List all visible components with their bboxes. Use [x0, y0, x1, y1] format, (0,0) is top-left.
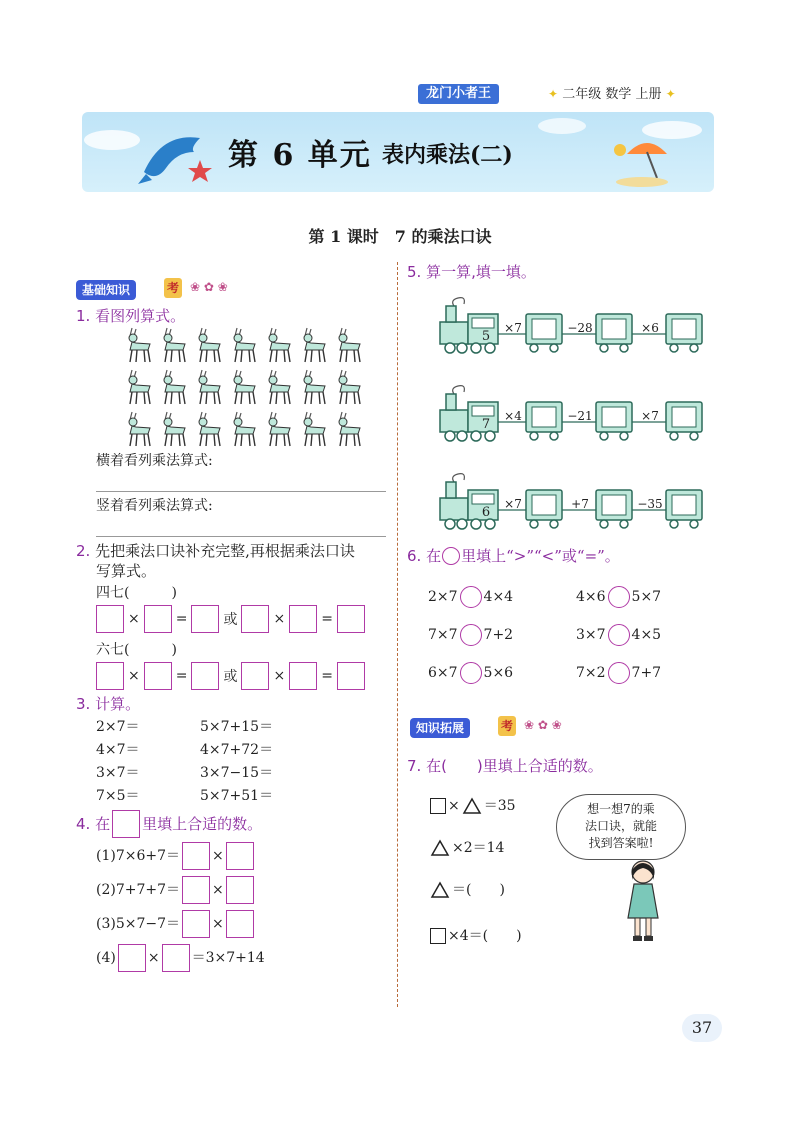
compare-item: 2×7 4×4: [428, 586, 513, 608]
q2-r2: 六七( ): [96, 642, 177, 658]
deer-icon: [304, 412, 325, 446]
deer-icon: [129, 412, 150, 446]
answer-box[interactable]: [182, 842, 210, 870]
train-operator: −21: [567, 409, 593, 423]
train-diagram: [440, 474, 702, 529]
q4-item-1: (1)7×6+7＝ ×: [96, 842, 254, 870]
train-answer-box: [672, 319, 696, 339]
deer-icon: [199, 370, 220, 404]
calc-item: 4×7＝: [96, 742, 140, 758]
train-start-value: 5: [481, 329, 491, 344]
compare-item: 3×7 4×5: [576, 624, 661, 646]
grade: 二年级: [562, 87, 602, 102]
answer-box[interactable]: [162, 944, 190, 972]
compare-item: 6×7 5×6: [428, 662, 513, 684]
calc-item: 4×7+72＝: [200, 742, 274, 758]
compare-circle[interactable]: [460, 662, 482, 684]
q4-item-2: (2)7+7+7＝ ×: [96, 876, 254, 904]
answer-box[interactable]: [289, 662, 317, 690]
butterfly-icon: ❀ ✿ ❀: [524, 718, 562, 732]
train-operator: ×4: [504, 409, 522, 423]
answer-box[interactable]: [96, 662, 124, 690]
q2-row1-equation: × = 或 × =: [96, 605, 365, 633]
butterfly-icon: ❀ ✿ ❀: [190, 280, 228, 294]
section-ext-tag: 知识拓展: [410, 718, 470, 738]
deer-icon: [199, 328, 220, 362]
train-answer-box: [672, 407, 696, 427]
unit-title: 第 6 单元: [228, 138, 372, 173]
deer-icon: [234, 412, 255, 446]
answer-line: [96, 491, 386, 492]
star-icon: ✦: [548, 87, 559, 101]
compare-circle[interactable]: [460, 586, 482, 608]
calc-item: 5×7+51＝: [200, 788, 274, 804]
deer-icon: [339, 328, 360, 362]
lesson-title: 第 1 课时 7 的乘法口诀: [308, 227, 492, 246]
q2-r1: 四七( ): [96, 585, 177, 601]
train-operator: ×7: [504, 321, 522, 335]
answer-line: [96, 536, 386, 537]
answer-box[interactable]: [289, 605, 317, 633]
star-icon: ✦: [665, 87, 676, 101]
volume: 上册: [635, 87, 662, 102]
train-operator: −35: [637, 497, 663, 511]
q1-col-label: 竖着看列乘法算式:: [96, 498, 213, 514]
compare-circle[interactable]: [608, 624, 630, 646]
train-diagram: [440, 386, 702, 441]
unit-topic: 表内乘法(二): [382, 142, 513, 168]
train-answer-box: [672, 495, 696, 515]
calc-item: 2×7＝: [96, 719, 140, 735]
q1-title: 1. 看图列算式。: [76, 307, 186, 325]
q6-title: 6. 在 里填上“>”“<”或“=”。: [407, 547, 620, 565]
deer-icon: [234, 370, 255, 404]
answer-box[interactable]: [118, 944, 146, 972]
answer-box[interactable]: [337, 605, 365, 633]
deer-icon: [269, 370, 290, 404]
answer-box[interactable]: [241, 662, 269, 690]
train-answer-box: [602, 407, 626, 427]
girl-illustration: [618, 856, 668, 946]
train-diagrams: [436, 296, 706, 536]
train-operator: −28: [567, 321, 593, 335]
hint-bubble: 想一想7的乘 法口诀，就能 找到答案啦!: [556, 794, 686, 860]
kao-badge: 考: [498, 716, 516, 736]
train-operator: ×7: [641, 409, 659, 423]
q3-title: 3. 计算。: [76, 695, 141, 713]
deer-icon: [304, 328, 325, 362]
train-answer-box: [602, 495, 626, 515]
answer-box[interactable]: [226, 876, 254, 904]
answer-box[interactable]: [144, 662, 172, 690]
answer-box[interactable]: [191, 662, 219, 690]
train-operator: ×7: [504, 497, 522, 511]
kao-badge: 考: [164, 278, 182, 298]
calc-item: 5×7+15＝: [200, 719, 274, 735]
q4-item-4: (4) × ＝3×7+14: [96, 944, 265, 972]
answer-box: [112, 810, 140, 838]
brand-logo: 龙门小者王: [418, 84, 499, 104]
compare-item: 4×6 5×7: [576, 586, 661, 608]
deer-icon: [339, 370, 360, 404]
q3-left-list: [96, 716, 140, 808]
page-number: 37: [682, 1014, 722, 1042]
column-divider: [397, 262, 398, 1007]
subject: 数学: [605, 87, 632, 102]
deer-icon: [164, 370, 185, 404]
compare-circle[interactable]: [608, 586, 630, 608]
deer-icon: [269, 412, 290, 446]
train-diagram: [440, 298, 702, 353]
calc-item: 3×7−15＝: [200, 765, 274, 781]
train-start-value: 6: [481, 505, 491, 520]
q4-title: 4. 在 里填上合适的数。: [76, 810, 262, 838]
umbrella-icon: [614, 143, 668, 187]
dolphin-icon: [138, 137, 200, 184]
square-icon: [430, 928, 446, 944]
q2-title-cont: 写算式。: [96, 562, 157, 580]
q2-title: 2. 先把乘法口诀补充完整,再根据乘法口诀: [76, 542, 355, 560]
q4-item-3: (3)5×7−7＝ ×: [96, 910, 254, 938]
q7-title: 7. 在( )里填上合适的数。: [407, 757, 603, 775]
compare-item: 7×7 7+2: [428, 624, 513, 646]
triangle-icon: [430, 881, 450, 899]
calc-item: 7×5＝: [96, 788, 140, 804]
compare-circle[interactable]: [460, 624, 482, 646]
train-operator: ×6: [641, 321, 659, 335]
deer-icon: [164, 328, 185, 362]
starfish-icon: [188, 160, 212, 182]
q3-right-list: [200, 716, 273, 808]
q7-line-3[interactable]: ＝( ): [430, 880, 505, 900]
compare-circle[interactable]: [608, 662, 630, 684]
answer-box[interactable]: [182, 910, 210, 938]
train-start-value: 7: [481, 417, 491, 432]
q7-line-1: × ＝35: [430, 796, 516, 816]
calc-item: 3×7＝: [96, 765, 140, 781]
deer-icon: [339, 412, 360, 446]
answer-box[interactable]: [226, 842, 254, 870]
answer-box[interactable]: [241, 605, 269, 633]
book-info: [548, 84, 676, 105]
deer-icon: [234, 328, 255, 362]
triangle-icon: [462, 797, 482, 815]
q2-row2-equation: × = 或 × =: [96, 662, 365, 690]
answer-box[interactable]: [337, 662, 365, 690]
section-basic-tag: 基础知识: [76, 280, 136, 300]
deer-icon: [269, 328, 290, 362]
answer-box[interactable]: [144, 605, 172, 633]
train-answer-box: [532, 495, 556, 515]
deer-grid: [120, 326, 370, 448]
deer-icon: [199, 412, 220, 446]
train-answer-box: [602, 319, 626, 339]
square-icon: [430, 798, 446, 814]
train-answer-box: [532, 407, 556, 427]
deer-icon: [164, 412, 185, 446]
circle-icon: [442, 547, 460, 565]
answer-box[interactable]: [182, 876, 210, 904]
deer-icon: [304, 370, 325, 404]
answer-box[interactable]: [226, 910, 254, 938]
deer-icon: [129, 328, 150, 362]
q5-title: 5. 算一算,填一填。: [407, 263, 536, 281]
q7-line-4[interactable]: ×4＝( ): [430, 926, 522, 946]
q7-line-2: ×2＝14: [430, 838, 504, 858]
train-answer-box: [532, 319, 556, 339]
triangle-icon: [430, 839, 450, 857]
train-operator: +7: [571, 497, 589, 511]
q1-row-label: 横着看列乘法算式:: [96, 453, 213, 469]
compare-item: 7×2 7+7: [576, 662, 661, 684]
deer-icon: [129, 370, 150, 404]
answer-box[interactable]: [96, 605, 124, 633]
answer-box[interactable]: [191, 605, 219, 633]
